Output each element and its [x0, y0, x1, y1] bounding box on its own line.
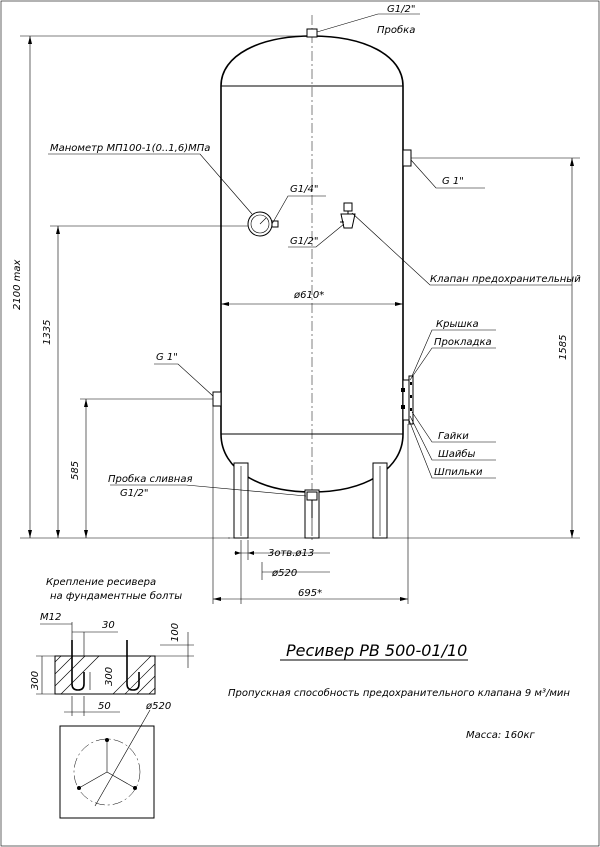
dim-side-port-height: 585	[70, 460, 81, 480]
drain-plug-label: Пробка сливная	[108, 474, 193, 485]
anchor-bolt-right	[127, 640, 139, 690]
gasket-label: Прокладка	[434, 337, 492, 348]
left-port-label: G 1"	[156, 352, 178, 363]
drawing-title: Ресивер РВ 500-01/10	[286, 641, 468, 660]
dim-50: 50	[98, 701, 111, 712]
dimensions	[20, 36, 580, 604]
manometer-label: Манометр МП100-1(0..1,6)МПа	[50, 143, 211, 154]
dim-300-outer: 300	[30, 670, 41, 690]
drain-plug	[307, 492, 317, 500]
studs-label: Шпильки	[434, 467, 483, 478]
plug-label: Пробка	[377, 25, 416, 36]
dim-30: 30	[102, 620, 115, 631]
dim-manometer-height: 1335	[42, 319, 53, 345]
safety-valve-label: Клапан предохранительный	[430, 274, 581, 285]
hatch-flange	[401, 376, 413, 424]
mount-title-line2: на фундаментные болты	[50, 591, 183, 602]
dim-bolt: M12	[40, 612, 62, 623]
dim-footprint: 695*	[298, 588, 323, 599]
dim-100: 100	[170, 622, 181, 642]
dim-520: ø520	[146, 701, 172, 712]
drain-plug-thread-label: G1/2"	[120, 488, 149, 499]
capacity-note: Пропускная способность предохранительного клапана 9 м³/мин	[228, 688, 570, 699]
bolt-hole-3	[133, 786, 137, 790]
sheet-frame	[1, 1, 599, 846]
anchor-bolt-left	[72, 640, 84, 690]
left-port	[213, 392, 221, 406]
plug-thread-label: G1/2"	[387, 4, 416, 15]
valve-thread-label: G1/2"	[290, 236, 319, 247]
mount-title-line1: Крепление ресивера	[46, 577, 157, 588]
right-port-label: G 1"	[442, 176, 464, 187]
dim-holes: 3отв.ø13	[268, 548, 315, 559]
bolt-hole-1	[105, 738, 109, 742]
manometer-icon	[248, 212, 278, 236]
dim-300-inner: 300	[104, 666, 115, 686]
mass-note: Масса: 160кг	[466, 730, 535, 741]
dim-right-port-height: 1585	[558, 334, 569, 360]
dim-height-total: 2100 max	[12, 259, 23, 310]
dim-diameter: ø610*	[294, 290, 325, 301]
vessel	[213, 15, 416, 540]
top-plug	[307, 29, 317, 37]
nuts-label: Гайки	[438, 431, 469, 442]
bolt-hole-2	[77, 786, 81, 790]
title-block	[228, 641, 570, 741]
manometer-thread-label: G1/4"	[290, 184, 319, 195]
washers-label: Шайбы	[438, 449, 476, 460]
dim-bolt-circle: ø520	[272, 568, 298, 579]
labels	[12, 4, 581, 599]
cover-label: Крышка	[436, 319, 479, 330]
safety-valve-icon	[340, 203, 355, 228]
mounting-detail	[30, 577, 194, 818]
right-port	[403, 150, 411, 166]
